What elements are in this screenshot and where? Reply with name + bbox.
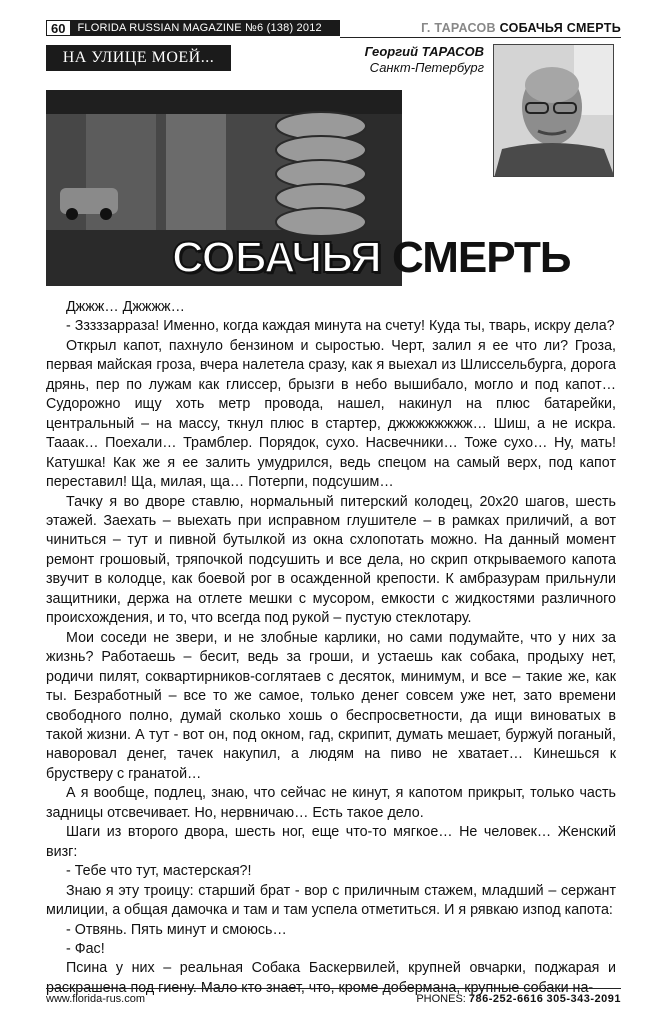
header-bar [46,20,340,36]
article-body [46,298,616,998]
paragraph: Тачку я во дворе ставлю, нормальный питерский колодец, 20х20 шагов, шесть этажей. Заехать – выехать при исправном глушителе – в рамках приличий, а вот чиниться – тут и пивной бутылкой из окна схлопотать можно. На данный момент ремонт грошовый, тряпочкой подсушить и все дела, но скрип открываемого капота звучит в колодце, как боевой рог в осажденной крепости. К амбразурам прильнули защитники, держа на отлете мешки с мусором, емкости с жидкостями различного происхождения, и то, что всегда под рукой – пустую стеклотару. [46,493,616,627]
paragraph: - Фас! [66,940,105,957]
author-city: Санкт-Петербург [369,60,484,75]
paragraph: Шаги из второго двора, шесть ног, еще что-то мягкое… Не человек… Женский визг: [46,824,616,860]
header-rule [340,37,621,38]
phone-2: 305-343-2091 [546,993,621,1005]
paragraph: - Тебе что тут, мастерская?! [66,863,252,880]
phones-label: PHONES: [416,993,466,1005]
footer-website: www.florida-rus.com [46,993,146,1005]
footer-phones [416,992,621,1006]
title-word-1: СОБАЧЬЯ [172,233,381,282]
paragraph: - Зззззарраза! Именно, когда каждая минута на счету! Куда ты, тварь, искру дела? [66,318,615,335]
author-portrait [493,44,614,177]
page-header [46,20,621,38]
running-title: СОБАЧЬЯ СМЕРТЬ [499,21,621,35]
title-word-2: СМЕРТЬ [392,233,571,282]
paragraph: Знаю я эту троицу: старший брат - вор с приличным стажем, младший – сержант милиции, а общая дамочка и там и там успела отметиться. И я рявкаю изпод капота: [46,882,616,919]
page-footer [46,988,621,1005]
page-number: 60 [46,20,71,36]
paragraph: Открыл капот, пахнуло бензином и сыростью. Черт, залил я ее что ли? Гроза, первая майская гроза, вчера налетела сразу, как я выехал из Шлиссельбурга, дорога дрянь, пер по лужам как глиссер, брызги в небо вышибало, могло и под капот… Судорожно ищу хоть метр провода, нашел, накинул на плюс батарейки, центральный – на массу, ткнул плюс в стартер, джжжжжжжж… Шиш, а не искра. Тааак… Поехали… Трамблер. Порядок, сухо. Насвечники… Тоже сухо… Ну, мать! Катушка! Как же я ее залить умудрился, ведь спецом на самый верх, под капот переставил! Ща, милая, ща… Потерпи, подсушим… [46,337,616,491]
author-name: Георгий ТАРАСОВ [364,44,484,59]
article-title [172,232,570,284]
phone-1: 786-252-6616 [468,993,544,1005]
rubric-label: НА УЛИЦЕ МОЕЙ... [46,45,231,71]
running-head [421,20,621,36]
paragraph: - Отвянь. Пять минут и смоюсь… [66,921,287,938]
author-block [365,44,484,76]
paragraph: Псина у них – реальная Собака Баскервилей, крупней овчарки, поджарая и раскрашена под гиену. Мало кто знает, что, кроме добермана, крупные собаки на- [46,960,616,996]
paragraph: А я вообще, подлец, знаю, что сейчас не кинут, я капотом прикрыт, только часть задницы отсвечивает. Но, нервничаю… Есть такое дело. [46,785,616,821]
running-author: Г. ТАРАСОВ [421,21,496,35]
magazine-issue: FLORIDA RUSSIAN MAGAZINE №6 (138) 2012 [77,22,322,34]
paragraph: Мои соседи не звери, и не злобные карлики, но сами подумайте, что у них за жизнь? Работаешь – бесит, ведь за гроши, и устаешь как собака, продыху нет, родичи пилят, соквартирников-соглятаев с десяток, минимум, и все – такие же, как ты. Безработный – все то же самое, только денег совсем уже нет, зато времени свободного полно, думай сколько хошь о беспросветности, да ищи виноватых в такой жизни. А тут - вот он, под окном, гад, скрипит, думать мешает, буржуй поганый, наворовал денег, тачек накупил, а людям на пиво не хватает… Кинешься к брустверу с гранатой… [46,629,616,782]
paragraph: Джжж… Джжжж… [66,299,185,315]
